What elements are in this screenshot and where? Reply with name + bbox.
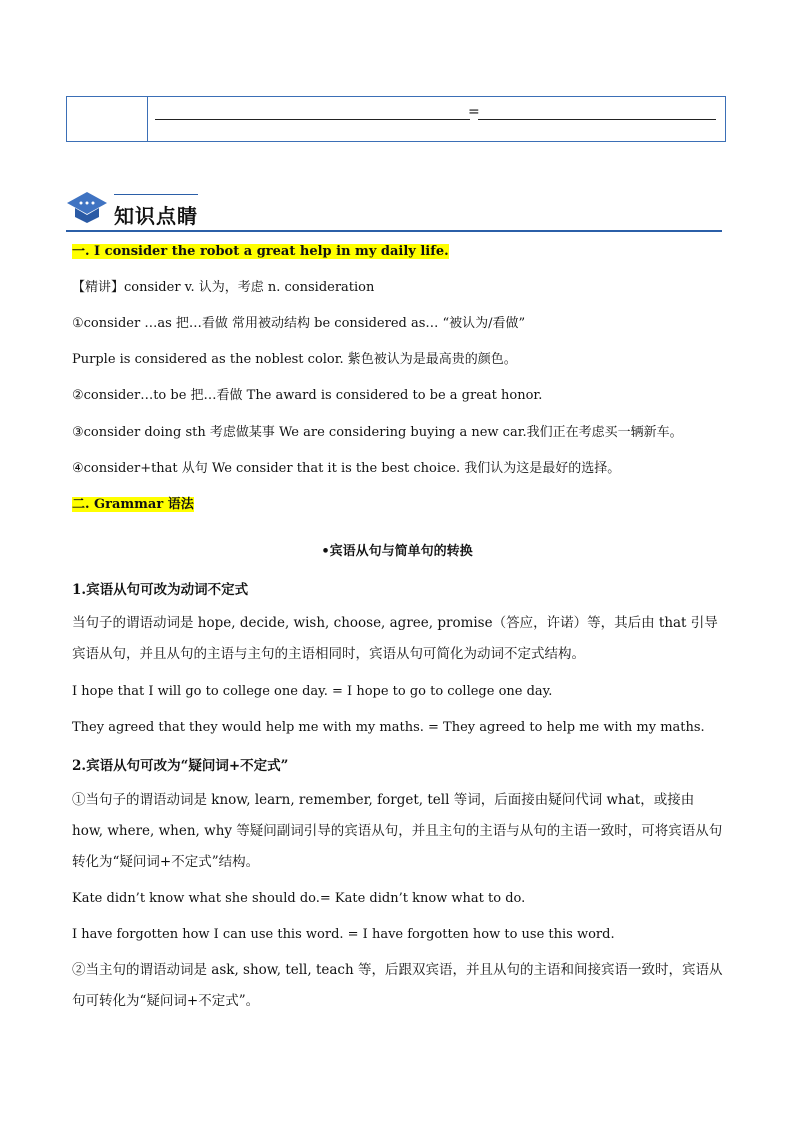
sub2-paragraph-2: ②当主句的谓语动词是 ask, show, tell, teach 等，后跟双宾语，并且从句的主语和间接宾语一致时，宾语从句可转化为“疑问词+不定式”。 xyxy=(72,962,723,1009)
sub-heading-1: 1.宾语从句可改为动词不定式 xyxy=(72,582,249,598)
sub-heading-2: 2.宾语从句可改为“疑问词+不定式” xyxy=(72,758,289,774)
section-rule xyxy=(66,230,722,232)
section-header xyxy=(66,186,722,234)
sub1-example-2: They agreed that they would help me with my maths. = They agreed to help me with my maths. xyxy=(72,720,705,735)
blank-line-right xyxy=(478,119,716,120)
point-one-item-4: ③consider doing sth 考虑做某事 We are considering buying a new car.我们正在考虑买一辆新车。 xyxy=(72,425,683,440)
point-one-heading-text: 一. I consider the robot a great help in my daily life. xyxy=(72,244,449,259)
point-one-item-1: ①consider …as 把…看做 常用被动结构 be considered as… “被认为/看做” xyxy=(72,316,526,331)
point-one-item-5: ④consider+that 从句 We consider that it is the best choice. 我们认为这是最好的选择。 xyxy=(72,461,621,476)
sub2-example-1: Kate didn’t know what she should do.= Kate didn’t know what to do. xyxy=(72,891,526,906)
point-one-item-3: ②consider…to be 把…看做 The award is considered to be a great honor. xyxy=(72,388,543,403)
point-two-heading xyxy=(72,495,194,515)
equals-sign: = xyxy=(468,104,480,120)
center-title: •宾语从句与简单句的转换 xyxy=(321,544,473,559)
answer-table xyxy=(66,96,726,142)
sub2-example-2: I have forgotten how I can use this word. = I have forgotten how to use this word. xyxy=(72,927,615,942)
sub1-paragraph: 当句子的谓语动词是 hope, decide, wish, choose, agree, promise（答应，许诺）等，其后由 that 引导宾语从句，并且从句的主语与主句的主语相同时，宾语从句可简化为动词不定式结构。 xyxy=(72,615,718,662)
section-title: 知识点睛 xyxy=(114,204,198,228)
sub1-example-1: I hope that I will go to college one day. = I hope to go to college one day. xyxy=(72,684,553,699)
blank-line-left xyxy=(155,119,470,120)
graduation-cap-icon xyxy=(66,190,108,224)
point-two-heading-text: 二. Grammar 语法 xyxy=(72,497,194,512)
table-left-cell xyxy=(67,97,148,141)
point-one-item-2: Purple is considered as the noblest color. 紫色被认为是最高贵的颜色。 xyxy=(72,352,517,367)
sub2-paragraph-1: ①当句子的谓语动词是 know, learn, remember, forget, tell 等词，后面接由疑问代词 what，或接由 how, where, when, why 等疑问副词引导的宾语从句，并且主句的主语与从句的主语一致时，可将宾语从句转化为“疑问词+不定式”结构。 xyxy=(72,792,723,870)
point-one-heading xyxy=(72,242,449,262)
point-one-explain: 【精讲】consider v. 认为，考虑 n. consideration xyxy=(72,280,375,295)
title-top-line xyxy=(114,194,198,195)
